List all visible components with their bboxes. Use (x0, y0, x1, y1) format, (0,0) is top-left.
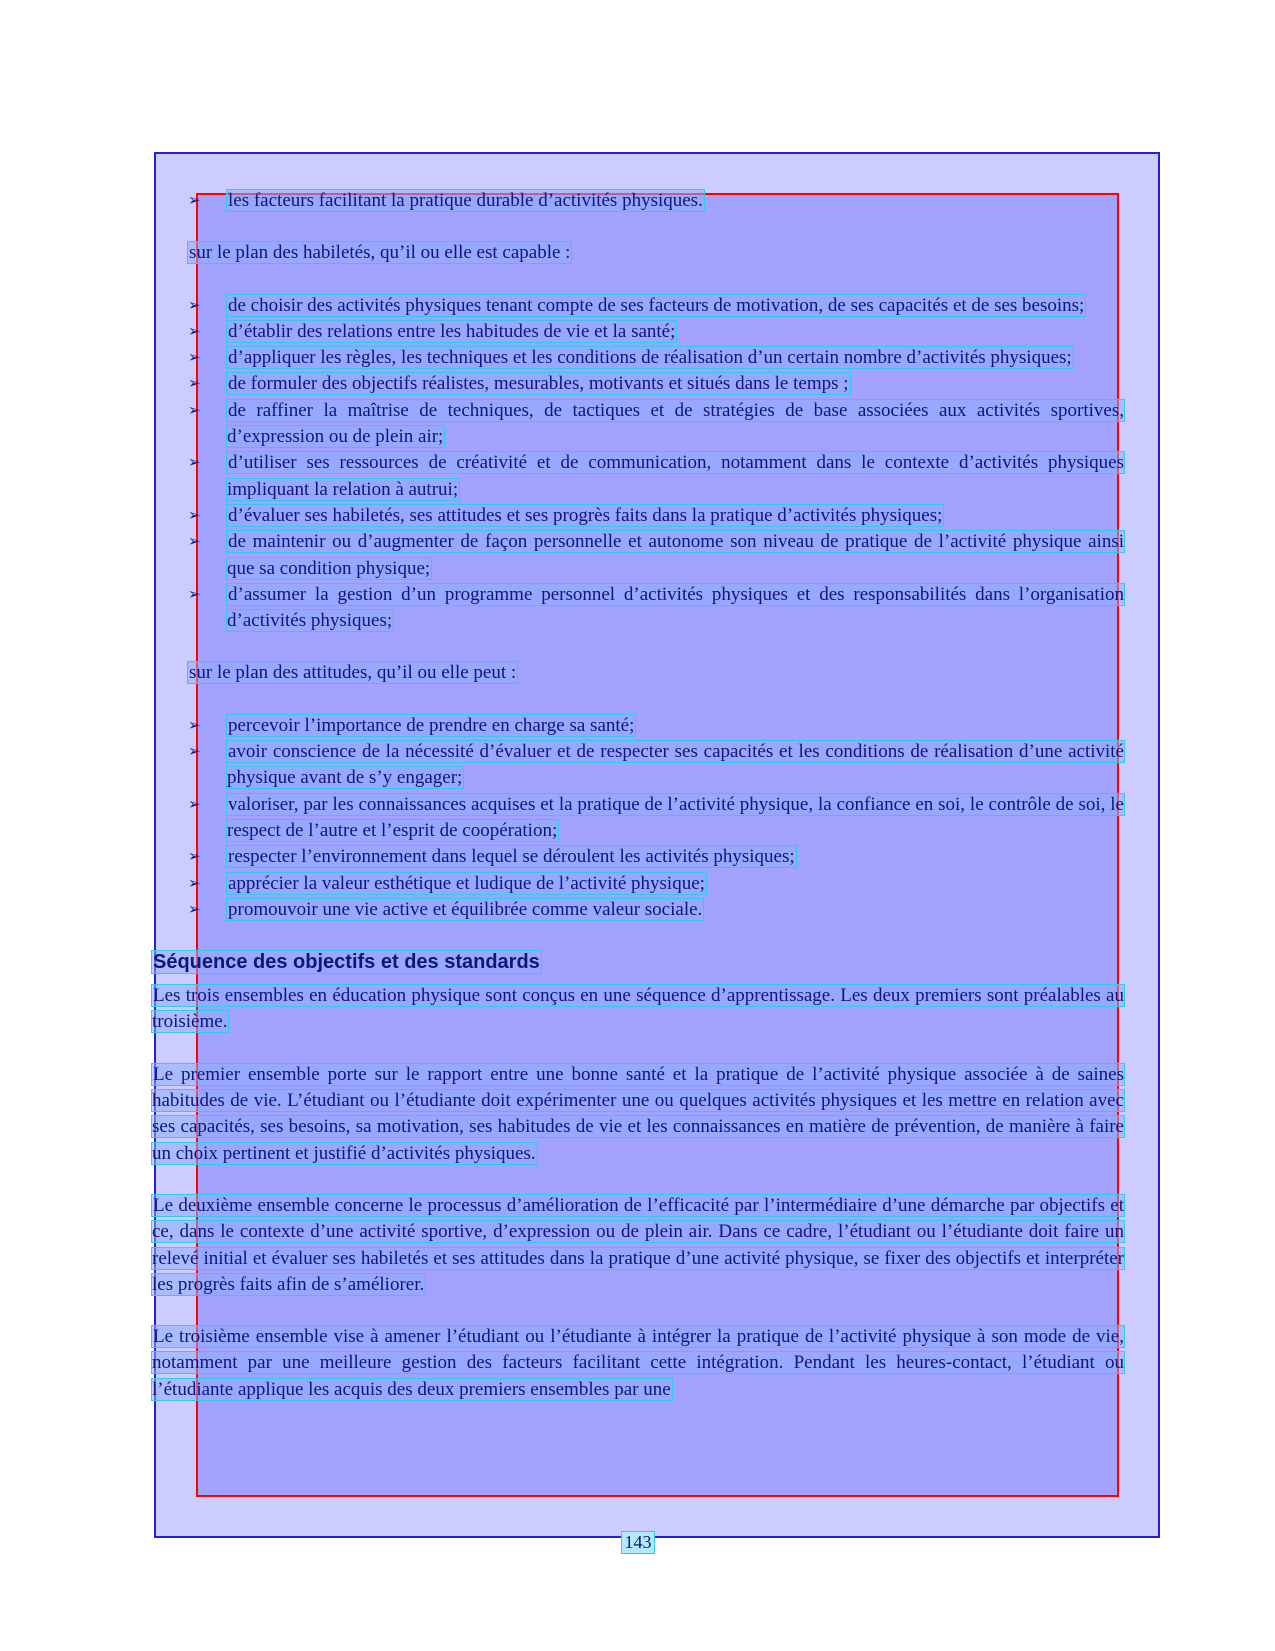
arrow-bullet-icon: ➢ (188, 507, 201, 524)
arrow-bullet-icon: ➢ (188, 744, 201, 761)
paragraph: Le troisième ensemble vise à amener l’étudiant ou l’étudiante à intégrer la pratique de l’activité physique à son mode de vie, notamment par une meilleure gestion des facteurs facilitant cette intégration. Pendant les heures-contact, l’étudiant ou l’étudiante applique les acquis des deux premiers ensembles par une (152, 1326, 1124, 1400)
arrow-bullet-icon: ➢ (188, 402, 201, 419)
list-item: ➢ d’évaluer ses habiletés, ses attitudes et ses progrès faits dans la pratique d’activités physiques; (152, 503, 1124, 529)
list-item: ➢ promouvoir une vie active et équilibrée comme valeur sociale. (152, 897, 1124, 923)
abilities-list (152, 293, 1124, 635)
list-item: ➢ avoir conscience de la nécessité d’évaluer et de respecter ses capacités et les conditions de réalisation d’une activité physique avant de s’y engager; (188, 741, 1124, 789)
top-bullet-list (152, 188, 1124, 214)
list-item: ➢ de raffiner la maîtrise de techniques, de tactiques et de stratégies de base associées aux activités sportives, d’expression ou de plein air; (188, 399, 1124, 448)
arrow-bullet-icon: ➢ (188, 796, 201, 813)
document-body (152, 188, 1124, 1429)
list-item: ➢ valoriser, par les connaissances acquises et la pratique de l’activité physique, la confiance en soi, le contrôle de soi, le respect de l’autre et l’esprit de coopération; (188, 793, 1124, 841)
arrow-bullet-icon: ➢ (188, 297, 201, 314)
list-item: ➢ les facteurs facilitant la pratique durable d’activités physiques. (152, 188, 1124, 214)
list-item: ➢ d’appliquer les règles, les techniques et les conditions de réalisation d’un certain nombre d’activités physiques; (152, 345, 1124, 371)
list-item: ➢ d’utiliser ses ressources de créativité et de communication, notamment dans le contexte d’activités physiques impliquant la relation à autrui; (188, 452, 1124, 500)
attitudes-list (152, 713, 1124, 923)
page-number: 143 (622, 1532, 654, 1553)
abilities-intro: sur le plan des habiletés, qu’il ou elle est capable : (189, 242, 571, 264)
arrow-bullet-icon: ➢ (188, 455, 201, 472)
arrow-bullet-icon: ➢ (188, 193, 201, 209)
arrow-bullet-icon: ➢ (188, 323, 201, 340)
arrow-bullet-icon: ➢ (188, 849, 201, 866)
paragraph: Les trois ensembles en éducation physique sont conçus en une séquence d’apprentissage. Les deux premiers sont préalables au troisième. (152, 985, 1124, 1033)
arrow-bullet-icon: ➢ (188, 534, 201, 551)
arrow-bullet-icon: ➢ (188, 376, 201, 393)
arrow-bullet-icon: ➢ (188, 901, 201, 918)
list-item: ➢ d’établir des relations entre les habitudes de vie et la santé; (152, 319, 1124, 345)
arrow-bullet-icon: ➢ (188, 717, 201, 734)
arrow-bullet-icon: ➢ (188, 875, 201, 892)
list-item: ➢ percevoir l’importance de prendre en charge sa santé; (152, 713, 1124, 739)
attitudes-intro: sur le plan des attitudes, qu’il ou elle peut : (189, 662, 517, 684)
list-item: ➢ de choisir des activités physiques tenant compte de ses facteurs de motivation, de ses capacités et de ses besoins; (152, 293, 1124, 319)
paragraph: Le premier ensemble porte sur le rapport entre une bonne santé et la pratique de l’activité physique associée à de saines habitudes de vie. L’étudiant ou l’étudiante doit expérimenter une ou quelques activités physiques et les mettre en relation avec ses capacités, ses besoins, sa motivation, ses habitudes de vie et les connaissances en matière de prévention, de manière à faire un choix pertinent et justifié d’activités physiques. (152, 1063, 1124, 1164)
section-heading: Séquence des objectifs et des standards (153, 951, 540, 974)
list-item: ➢ de formuler des objectifs réalistes, mesurables, motivants et situés dans le temps ; (152, 371, 1124, 397)
paragraph: Le deuxième ensemble concerne le processus d’amélioration de l’efficacité par l’intermédiaire d’une démarche par objectifs et ce, dans le contexte d’une activité sportive, d’expression ou de plein air. Dans ce cadre, l’étudiant ou l’étudiante doit faire un relevé initial et évaluer ses habiletés et ses attitudes dans la pratique d’une activité physique, se fixer des objectifs et interpréter les progrès faits afin de s’améliorer. (152, 1194, 1124, 1295)
arrow-bullet-icon: ➢ (188, 586, 201, 603)
list-item: ➢ d’assumer la gestion d’un programme personnel d’activités physiques et des responsabilités dans l’organisation d’activités physiques; (188, 583, 1124, 632)
arrow-bullet-icon: ➢ (188, 350, 201, 367)
list-item: ➢ respecter l’environnement dans lequel se déroulent les activités physiques; (152, 844, 1124, 870)
list-item: ➢ apprécier la valeur esthétique et ludique de l’activité physique; (152, 871, 1124, 897)
list-item: ➢ de maintenir ou d’augmenter de façon personnelle et autonome son niveau de pratique de l’activité physique ainsi que sa condition physique; (188, 531, 1124, 579)
